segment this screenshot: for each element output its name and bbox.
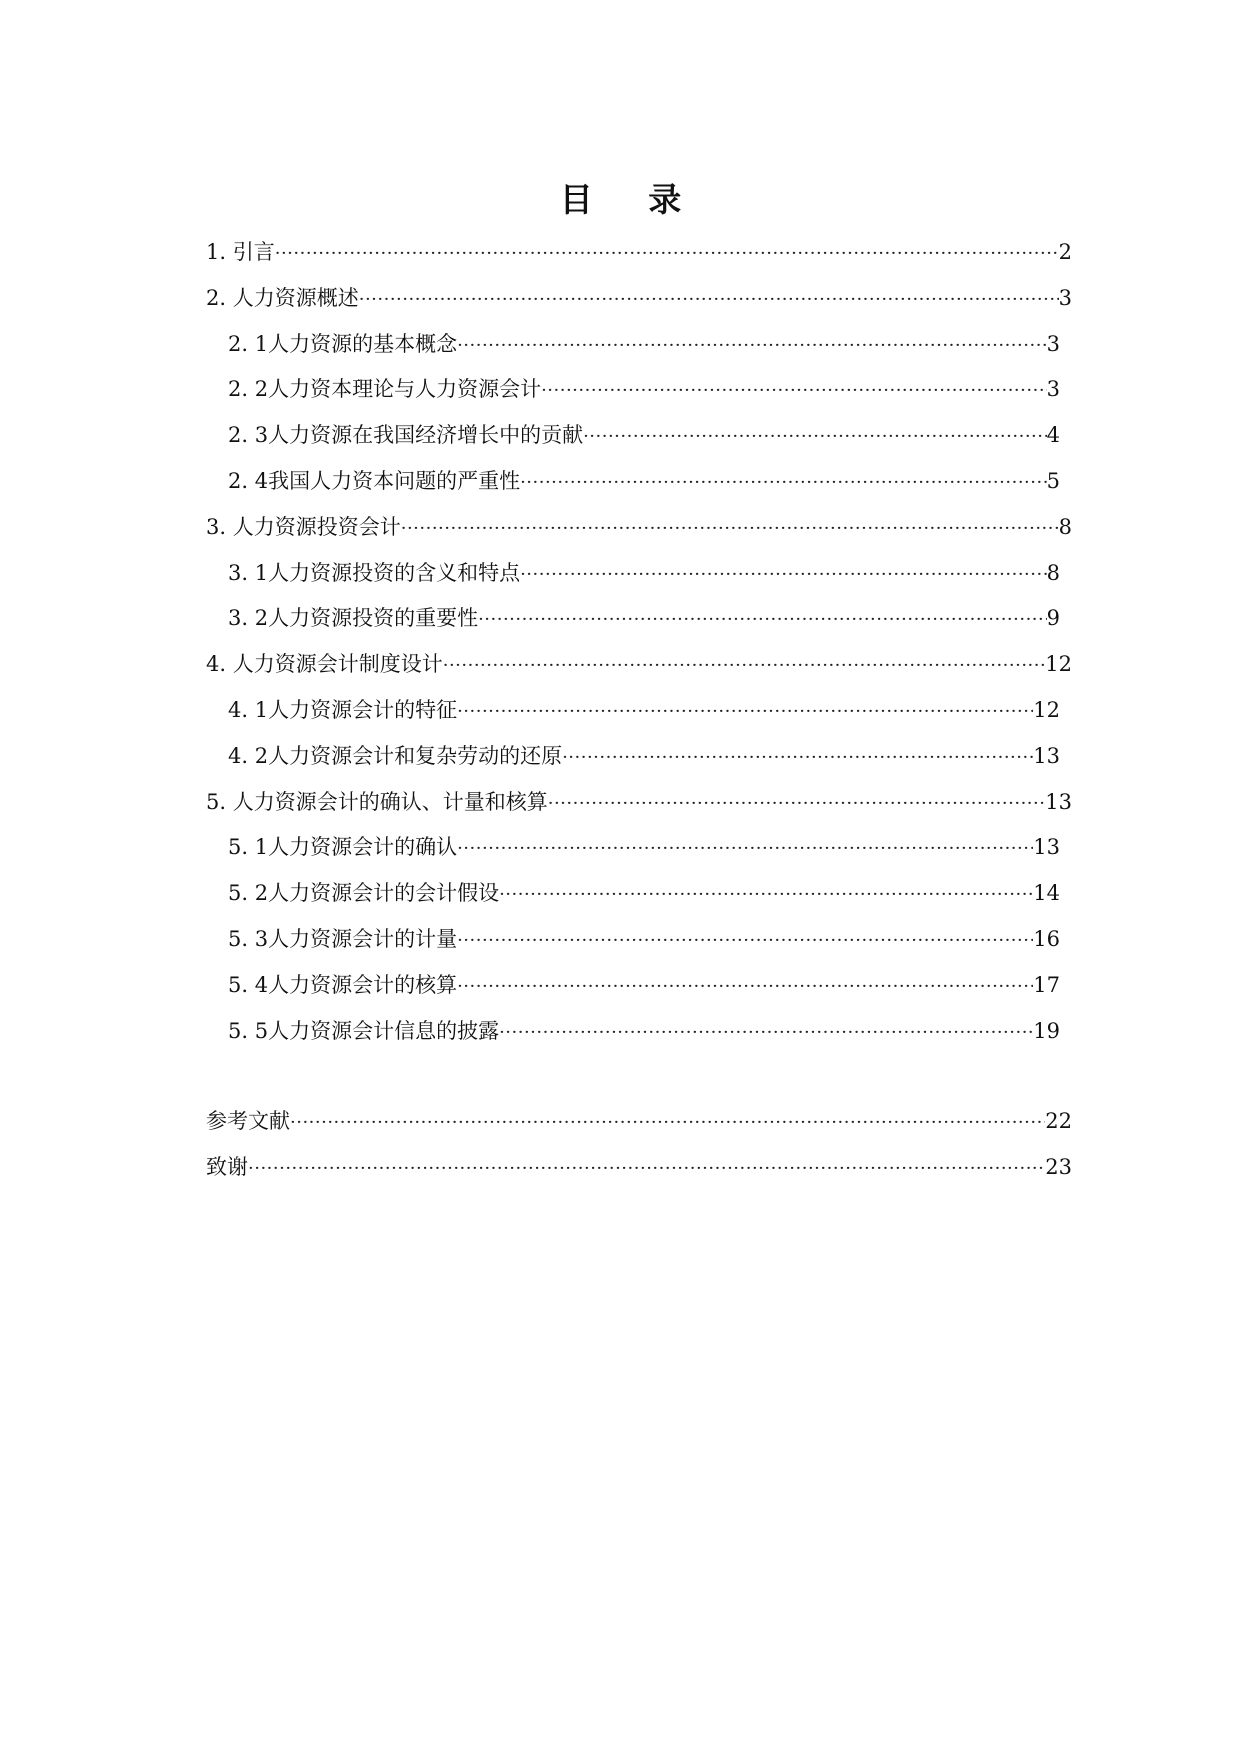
toc-entry-page-number: 3: [1046, 377, 1060, 402]
table-of-contents: [206, 230, 1072, 1191]
toc-entry-label: 4. 人力资源会计制度设计: [206, 652, 443, 677]
toc-entry-chapter-4[interactable]: [206, 642, 1072, 688]
toc-entry-label: 5. 3人力资源会计的计量: [228, 926, 458, 951]
toc-entry-section-5-2[interactable]: [206, 871, 1072, 917]
toc-entry-section-5-4[interactable]: [206, 963, 1072, 1009]
toc-entry-label: 3. 人力资源投资会计: [206, 514, 401, 539]
toc-entry-section-2-1[interactable]: [206, 322, 1072, 368]
toc-entry-page-number: 3: [1046, 331, 1060, 356]
toc-entry-page-number: 9: [1046, 606, 1060, 631]
toc-entry-page-number: 23: [1045, 1155, 1072, 1180]
toc-entry-section-4-2[interactable]: [206, 734, 1072, 780]
toc-title: 目 录: [559, 180, 704, 219]
toc-entry-references[interactable]: [206, 1099, 1072, 1145]
toc-entry-label: 5. 2人力资源会计的会计假设: [228, 881, 500, 906]
toc-entry-page-number: 22: [1045, 1109, 1072, 1134]
toc-entry-section-2-4[interactable]: [206, 459, 1072, 505]
toc-entry-label: 致谢: [206, 1155, 248, 1180]
toc-entry-label: 参考文献: [206, 1109, 290, 1134]
dot-leader: [499, 872, 1033, 918]
dot-leader: [457, 964, 1033, 1010]
toc-entry-label: 2. 3人力资源在我国经济增长中的贡献: [228, 423, 584, 448]
dot-leader: [359, 277, 1059, 323]
dot-leader: [583, 414, 1047, 460]
toc-entry-chapter-5[interactable]: [206, 780, 1072, 826]
toc-entry-label: 2. 人力资源概述: [206, 285, 359, 310]
toc-entry-label: 2. 1人力资源的基本概念: [228, 331, 458, 356]
dot-leader: [443, 643, 1046, 689]
toc-entry-label: 5. 4人力资源会计的核算: [228, 972, 458, 997]
toc-entry-page-number: 3: [1058, 285, 1072, 310]
dot-leader: [562, 735, 1033, 781]
toc-entry-page-number: 16: [1033, 926, 1060, 951]
toc-entry-page-number: 19: [1033, 1018, 1060, 1043]
toc-entry-label: 5. 5人力资源会计信息的披露: [228, 1018, 500, 1043]
dot-leader: [520, 460, 1047, 506]
toc-entry-page-number: 17: [1033, 972, 1060, 997]
toc-entry-label: 2. 2人力资本理论与人力资源会计: [228, 377, 542, 402]
toc-entry-section-5-1[interactable]: [206, 825, 1072, 871]
toc-entry-page-number: 13: [1045, 789, 1072, 814]
toc-entry-label: 2. 4我国人力资本问题的严重性: [228, 468, 521, 493]
dot-leader: [290, 1100, 1045, 1146]
toc-entry-label: 4. 2人力资源会计和复杂劳动的还原: [228, 743, 563, 768]
toc-entry-section-2-2[interactable]: [206, 367, 1072, 413]
toc-entry-page-number: 12: [1033, 697, 1060, 722]
toc-entry-page-number: 2: [1058, 240, 1072, 264]
toc-entry-introduction[interactable]: [206, 230, 1072, 276]
dot-leader: [520, 552, 1047, 598]
toc-entry-section-2-3[interactable]: [206, 413, 1072, 459]
toc-entry-page-number: 8: [1046, 560, 1060, 585]
toc-entry-page-number: 14: [1033, 881, 1060, 906]
toc-entry-page-number: 12: [1045, 652, 1072, 677]
dot-leader: [275, 231, 1059, 277]
dot-leader: [457, 323, 1047, 369]
dot-leader: [457, 826, 1033, 872]
dot-leader: [478, 597, 1047, 643]
toc-entry-label: 3. 1人力资源投资的含义和特点: [228, 560, 521, 585]
toc-entry-label: 3. 2人力资源投资的重要性: [228, 606, 479, 631]
toc-entry-page-number: 13: [1033, 743, 1060, 768]
toc-entry-section-3-2[interactable]: [206, 596, 1072, 642]
dot-leader: [541, 368, 1047, 414]
dot-leader: [499, 1010, 1033, 1056]
toc-entry-page-number: 4: [1046, 423, 1060, 448]
dot-leader: [457, 918, 1033, 964]
toc-entry-section-4-1[interactable]: [206, 688, 1072, 734]
toc-entry-label: 4. 1人力资源会计的特征: [228, 697, 458, 722]
toc-entry-label: 5. 人力资源会计的确认、计量和核算: [206, 789, 548, 814]
toc-entry-chapter-2[interactable]: [206, 276, 1072, 322]
toc-entry-acknowledgements[interactable]: [206, 1145, 1072, 1191]
toc-entry-page-number: 13: [1033, 835, 1060, 860]
toc-entry-section-3-1[interactable]: [206, 551, 1072, 597]
dot-leader: [548, 781, 1046, 827]
toc-entry-label: 5. 1人力资源会计的确认: [228, 835, 458, 860]
dot-leader: [457, 689, 1033, 735]
toc-entry-section-5-5[interactable]: [206, 1009, 1072, 1055]
dot-leader: [248, 1146, 1045, 1192]
toc-entry-chapter-3[interactable]: [206, 505, 1072, 551]
toc-entry-label: 1. 引言: [206, 240, 275, 264]
toc-entry-page-number: 8: [1058, 514, 1072, 539]
dot-leader: [401, 506, 1059, 552]
toc-entry-section-5-3[interactable]: [206, 917, 1072, 963]
toc-entry-page-number: 5: [1046, 468, 1060, 493]
